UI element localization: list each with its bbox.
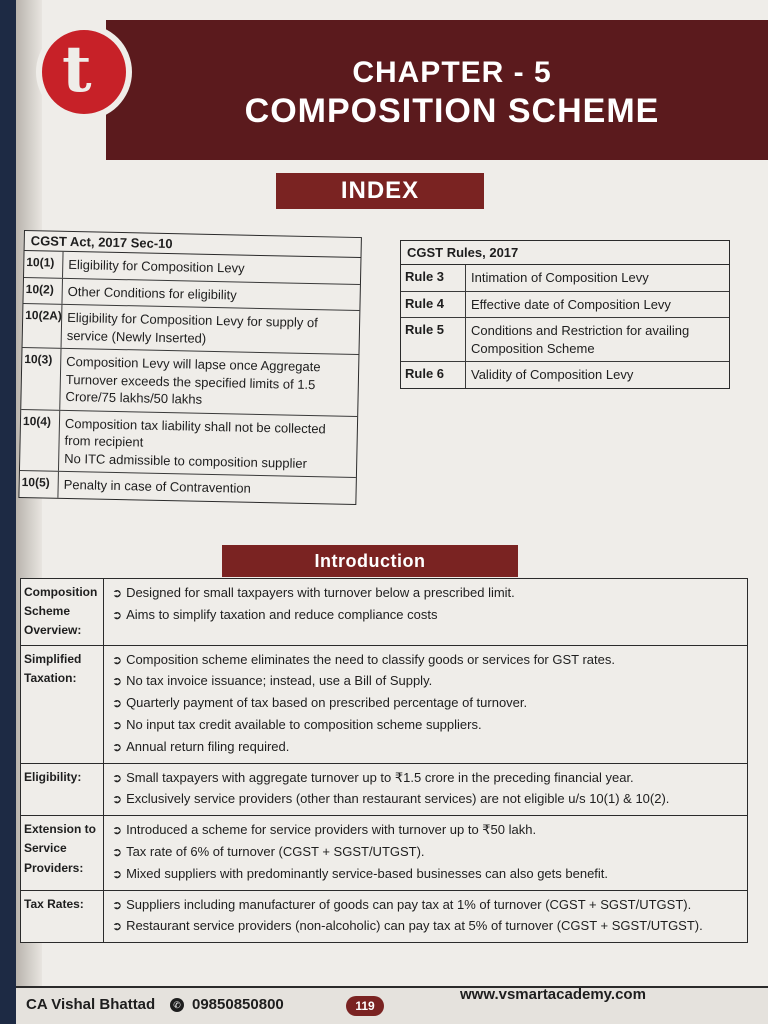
bullet-text: Suppliers including manufacturer of goods can pay tax at 1% of turnover (CGST + SGST/UTGST). [126,896,692,912]
bullet-item [112,715,739,736]
bullet-item [112,916,739,937]
act-section-description: Other Conditions for eligibility [67,283,237,303]
intro-row [21,764,747,817]
intro-row-body [104,764,747,816]
bullet-text: Introduced a scheme for service providers with turnover up to ₹50 lakh. [126,822,537,838]
website-url: www.vsmartacademy.com [460,986,646,1003]
bullet-text: Exclusively service providers (other than restaurant services) are not eligible u/s 10(1) & 10(2). [126,791,670,807]
rules-row [401,362,729,388]
intro-row-label: Composition Scheme Overview: [21,579,104,645]
intro-row-label: Extension to Service Providers: [21,816,104,889]
rule-number: Rule 6 [401,362,466,388]
act-section-description: Composition Levy will lapse once Aggregate Turnover exceeds the specified limits of 1.5 Crore/75 lakhs/50 lakhs [65,354,321,408]
act-section-description: Penalty in case of Contravention [63,477,251,497]
act-section-description: Eligibility for Composition Levy [68,256,245,276]
page-footer [16,986,768,1024]
arrow-bullet-icon: ➲ [112,844,123,859]
rule-description: Effective date of Composition Levy [471,296,671,312]
chapter-header-band [106,20,768,160]
act-section-description: Eligibility for Composition Levy for supply of service (Newly Inserted) [66,310,319,346]
intro-row-label: Tax Rates: [21,891,104,943]
bullet-item [112,693,739,714]
rule-description: Intimation of Composition Levy [471,270,649,285]
chapter-number: CHAPTER - 5 [352,56,552,89]
arrow-bullet-icon: ➲ [112,674,123,689]
bullet-text: Small taxpayers with aggregate turnover up to ₹1.5 crore in the preceding financial year. [126,769,634,785]
arrow-bullet-icon: ➲ [112,770,123,785]
rules-row [401,292,729,319]
bullet-text: Restaurant service providers (non-alcoholic) can pay tax at 5% of turnover (CGST + SGST/UTGST). [126,918,703,934]
act-row [21,348,358,417]
rule-number: Rule 5 [401,318,466,361]
arrow-bullet-icon: ➲ [112,823,123,838]
intro-row-label: Simplified Taxation: [21,646,104,763]
arrow-bullet-icon: ➲ [112,717,123,732]
rule-description: Validity of Composition Levy [471,367,634,383]
intro-row-label: Eligibility: [21,764,104,816]
act-section-number: 10(3) [21,348,61,409]
whatsapp-icon: ✆ [170,998,184,1012]
bullet-item [112,789,739,810]
arrow-bullet-icon: ➲ [112,696,123,711]
author-name: CA Vishal Bhattad [26,996,156,1013]
bullet-item [112,842,739,863]
introduction-heading: Introduction [222,545,518,577]
arrow-bullet-icon: ➲ [112,586,123,600]
bullet-text: Aims to simplify taxation and reduce compliance costs [126,606,438,622]
introduction-table [20,578,748,943]
intro-row [21,891,747,943]
bullet-item [112,650,739,671]
bullet-item [112,895,739,916]
bullet-item [112,768,739,789]
cgst-act-index-table [18,230,362,505]
bullet-item [112,671,739,692]
act-row [23,304,360,355]
bullet-text: No tax invoice issuance; instead, use a Bill of Supply. [126,673,433,689]
bullet-text: Mixed suppliers with predominantly service-based businesses can also gets benefit. [126,865,609,881]
intro-row [21,646,747,764]
rule-number: Rule 3 [401,265,466,291]
bullet-text: Designed for small taxpayers with turnover below a prescribed limit. [126,585,515,600]
act-table-heading: CGST Act, 2017 Sec-10 [25,231,361,258]
intro-row-body [104,816,747,889]
page-number: 119 [346,996,384,1016]
rules-table-heading: CGST Rules, 2017 [401,241,729,265]
arrow-bullet-icon: ➲ [112,652,123,667]
intro-row-body [104,891,747,943]
act-section-description: Composition tax liability shall not be collected from recipient No ITC admissible to composition supplier [64,415,326,471]
arrow-bullet-icon: ➲ [112,866,123,881]
act-section-number: 10(2) [23,278,63,304]
intro-row [21,579,747,646]
act-section-number: 10(1) [24,251,64,277]
rule-number: Rule 4 [401,292,466,318]
rule-description: Conditions and Restriction for availing Composition Scheme [471,323,690,356]
intro-row-body [104,646,747,763]
bullet-item [112,864,739,885]
rules-row [401,265,729,292]
cgst-rules-index-table [400,240,730,389]
chapter-title: COMPOSITION SCHEME [244,92,660,130]
bullet-text: Annual return filing required. [126,738,290,754]
bullet-item [112,737,739,758]
index-heading: INDEX [276,173,484,209]
act-section-number: 10(5) [19,471,59,497]
act-section-number: 10(4) [20,410,60,471]
bullet-text: Composition scheme eliminates the need to classify goods or services for GST rates. [126,651,615,667]
act-row [20,410,357,479]
rules-row [401,318,729,362]
bullet-item [112,583,739,604]
phone-number: 09850850800 [192,996,284,1013]
arrow-bullet-icon: ➲ [112,792,123,807]
arrow-bullet-icon: ➲ [112,897,123,912]
bullet-text: Tax rate of 6% of turnover (CGST + SGST/UTGST). [126,843,425,859]
arrow-bullet-icon: ➲ [112,919,123,934]
book-page [16,0,768,1024]
intro-row-body [104,579,747,645]
arrow-bullet-icon: ➲ [112,607,123,622]
bullet-item [112,820,739,841]
arrow-bullet-icon: ➲ [112,739,123,754]
bullet-text: No input tax credit available to composition scheme suppliers. [126,716,482,732]
publisher-logo: t [36,24,132,120]
act-section-number: 10(2A) [23,304,63,348]
bullet-text: Quarterly payment of tax based on prescribed percentage of turnover. [126,695,528,711]
bullet-item [112,605,739,626]
intro-row [21,816,747,890]
